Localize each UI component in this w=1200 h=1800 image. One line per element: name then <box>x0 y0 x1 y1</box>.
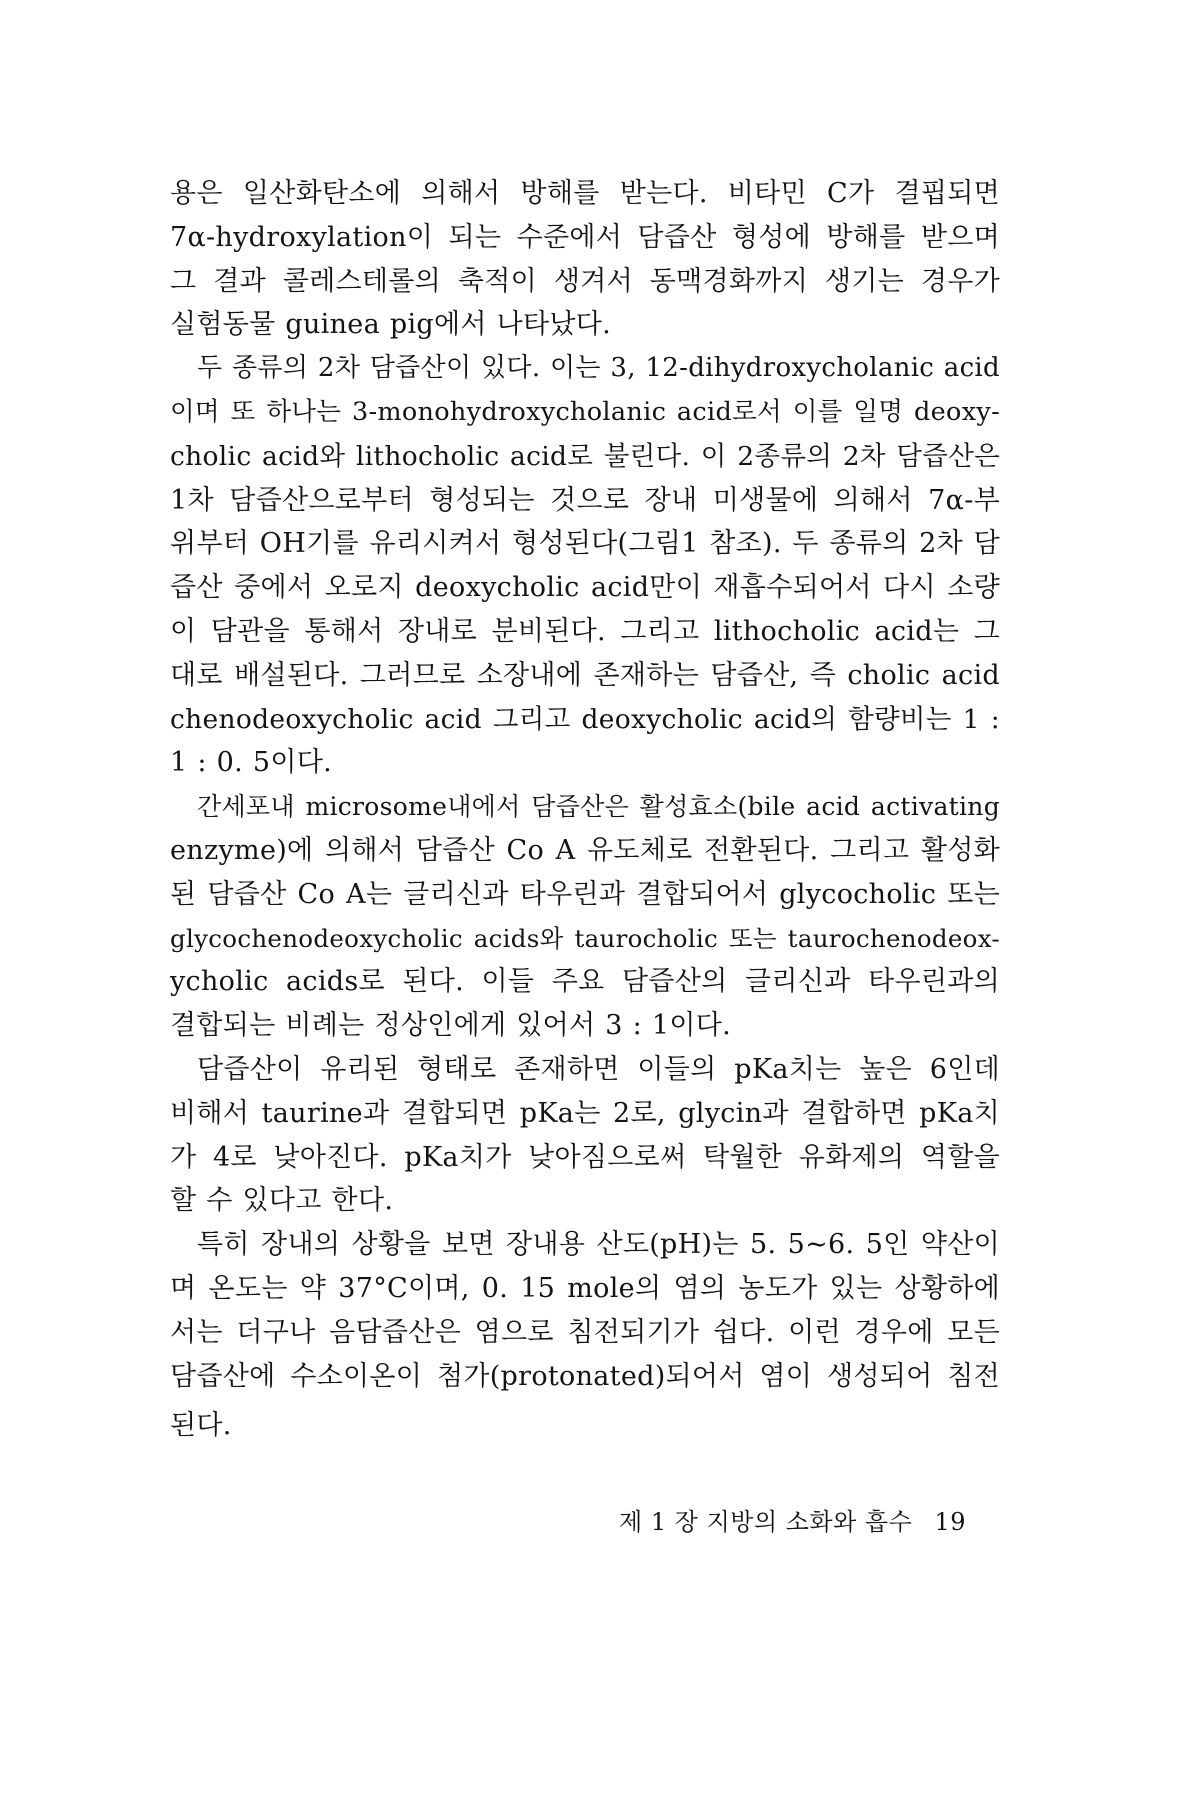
text-line: 간세포내 microsome내에서 담즙산은 활성효소(bile acid activating <box>197 792 1000 822</box>
text-line: 1차 담즙산으로부터 형성되는 것으로 장내 미생물에 의해서 7α-부 <box>170 484 1000 516</box>
text-line: enzyme)에 의해서 담즙산 Co A 유도체로 전환된다. 그리고 활성화 <box>170 834 1000 866</box>
text-line: cholic acid와 lithocholic acid로 불린다. 이 2종류의 2차 담즙산은 <box>170 440 1000 472</box>
page-number: 19 <box>934 1508 966 1536</box>
text-line: 가 4로 낮아진다. pKa치가 낮아짐으로써 탁월한 유화제의 역할을 <box>170 1141 1000 1173</box>
text-line: 즙산 중에서 오로지 deoxycholic acid만이 재흡수되어서 다시 소량 <box>170 572 1000 604</box>
text-line: 며 온도는 약 37°C이며, 0. 15 mole의 염의 농도가 있는 상황하에 <box>170 1272 1000 1304</box>
body-text <box>170 172 1000 1448</box>
text-line: 이 담관을 통해서 장내로 분비된다. 그리고 lithocholic acid는 그 <box>170 615 1000 647</box>
text-line: 특히 장내의 상황을 보면 장내용 산도(pH)는 5. 5∼6. 5인 약산이 <box>197 1229 1000 1261</box>
text-line: chenodeoxycholic acid 그리고 deoxycholic acid의 함량비는 1 : <box>170 703 1000 735</box>
text-line: 대로 배설된다. 그러므로 소장내에 존재하는 담즙산, 즉 cholic acid <box>170 659 1000 691</box>
chapter-title: 제 1 장 지방의 소화와 흡수 <box>619 1508 913 1536</box>
text-line: 용은 일산화탄소에 의해서 방해를 받는다. 비타민 C가 결핍되면 <box>170 178 1000 209</box>
text-line: 7α-hydroxylation이 되는 수준에서 담즙산 형성에 방해를 받으며 <box>170 221 1000 253</box>
text-line: 할 수 있다고 한다. <box>170 1185 394 1217</box>
text-line: 그 결과 콜레스테롤의 축적이 생겨서 동맥경화까지 생기는 경우가 <box>170 265 1000 297</box>
text-line: ycholic acids로 된다. 이들 주요 담즙산의 글리신과 타우린과의 <box>170 966 1000 998</box>
text-line: 된 담즙산 Co A는 글리신과 타우린과 결합되어서 glycocholic 또는 <box>170 878 1000 910</box>
paragraph <box>170 1048 1000 1223</box>
text-line: 비해서 taurine과 결합되면 pKa는 2로, glycin과 결합하면 pKa치 <box>170 1097 1000 1129</box>
text-line: 서는 더구나 음담즙산은 염으로 침전되기가 쉽다. 이런 경우에 모든 <box>170 1316 1000 1348</box>
text-line: 담즙산에 수소이온이 첨가(protonated)되어서 염이 생성되어 침전 <box>170 1360 1000 1392</box>
text-line: 두 종류의 2차 담즙산이 있다. 이는 3, 12-dihydroxycholanic acid <box>197 353 1000 384</box>
text-line: 된다. <box>170 1410 232 1442</box>
text-line: 실험동물 guinea pig에서 나타났다. <box>170 309 612 341</box>
text-line: glycochenodeoxycholic acids와 taurocholic 또는 taurochenodeox- <box>170 923 1000 953</box>
paragraph <box>170 172 1000 347</box>
text-line: 1 : 0. 5이다. <box>170 747 333 779</box>
text-line: 결합되는 비례는 정상인에게 있어서 3 : 1이다. <box>170 1010 732 1042</box>
paragraph <box>170 1223 1000 1448</box>
text-line: 위부터 OH기를 유리시켜서 형성된다(그림1 참조). 두 종류의 2차 담 <box>170 528 1000 560</box>
paragraph <box>170 785 1000 1048</box>
text-line: 이며 또 하나는 3-monohydroxycholanic acid로서 이를 일명 deoxy- <box>170 396 1000 427</box>
text-line: 담즙산이 유리된 형태로 존재하면 이들의 pKa치는 높은 6인데 <box>197 1053 1000 1085</box>
paragraph <box>170 347 1000 785</box>
page-footer <box>0 1502 966 1537</box>
